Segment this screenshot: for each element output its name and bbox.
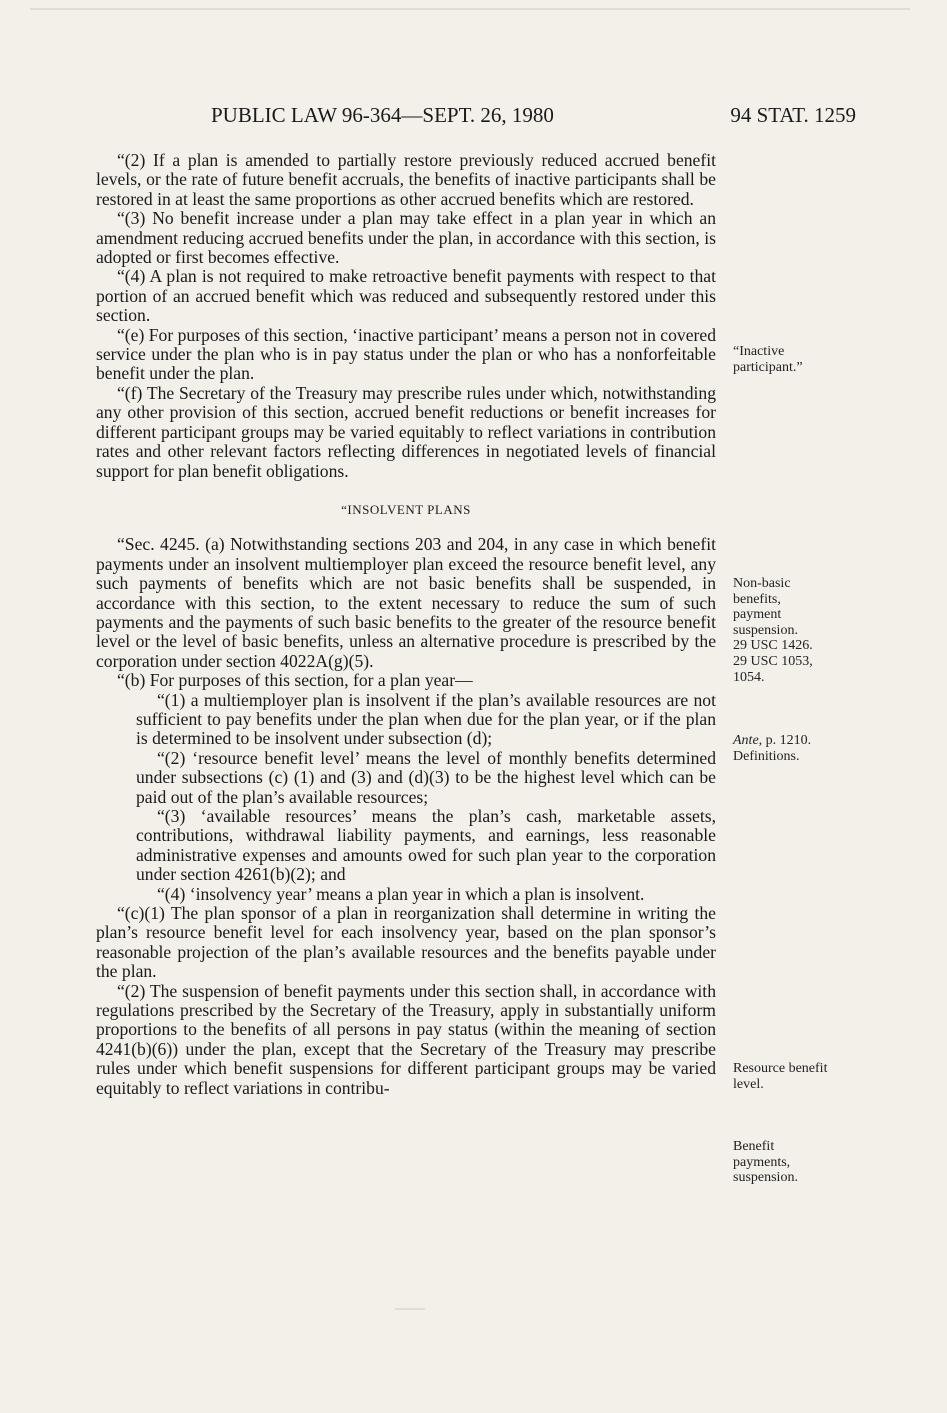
page-header [96, 103, 856, 133]
margin-note-line: 1054. [733, 669, 765, 685]
margin-note-inactive-participant [733, 344, 853, 375]
margin-note-line: participant.” [733, 359, 803, 375]
margin-note-ante-definitions [733, 733, 853, 764]
body-text [96, 151, 716, 1098]
ante-italic: Ante, [733, 733, 763, 748]
scan-edge-artifact [30, 8, 910, 10]
margin-note-line: level. [733, 1076, 764, 1092]
paragraph-b2: “(2) ‘resource benefit level’ means the level of monthly benefits determined under subsections (c) (1) and (3) and (d)(3) to be the highest level which can be paid out of the plan’s available resources; [136, 747, 716, 807]
paragraph-d2: “(2) If a plan is amended to partially restore previously reduced accrued benefit levels, or the rate of future benefit accruals, the benefits of inactive participants shall be restored in at least the same proportions as other accrued benefits which are restored. [96, 150, 716, 209]
margin-note-definitions: Definitions. [733, 748, 800, 764]
paragraph-b3: “(3) ‘available resources’ means the plan’s cash, marketable assets, contributions, withdrawal liability payments, and earnings, less reasonable administrative expenses and amounts owed for such plan year to the corporation under section 4261(b)(2); and [136, 806, 716, 885]
section-heading: “INSOLVENT PLANS [341, 501, 471, 517]
paragraph-b: “(b) For purposes of this section, for a plan year— [117, 670, 473, 691]
margin-note-line: payment [733, 607, 782, 623]
paragraph-c1: “(c)(1) The plan sponsor of a plan in reorganization shall determine in writing the plan’s resource benefit level for each insolvency year, based on the plan sponsor’s reasonable projection of the plan’s available resources and the benefits payable under the plan. [96, 903, 716, 982]
scan-smudge [395, 1308, 425, 1310]
margin-note-line: suspension. [733, 622, 798, 638]
paragraph-e: “(e) For purposes of this section, ‘inactive participant’ means a person not in covered service under the plan who is in pay status under the plan or who has a nonforfeitable benefit under the plan. [96, 324, 716, 384]
margin-note-line: benefits, [733, 591, 781, 607]
ante-page: p. 1210. [762, 733, 812, 748]
margin-note-line: 29 USC 1053, [733, 653, 813, 669]
paragraph-b4: “(4) ‘insolvency year’ means a plan year in which a plan is insolvent. [157, 883, 645, 904]
margin-note-line: payments, [733, 1154, 791, 1170]
margin-note-ante [733, 733, 853, 749]
margin-note-line: “Inactive [733, 344, 785, 359]
paragraph-d4: “(4) A plan is not required to make retroactive benefit payments with respect to that portion of an accrued benefit which was reduced and subsequently restored under this section. [96, 266, 716, 326]
paragraph-sec-4245-a: “Sec. 4245. (a) Notwithstanding sections 203 and 204, in any case in which benefit payments under an insolvent multiemployer plan exceed the resource benefit level, any such payments of benefits which are not basic benefits shall be suspended, in accordance with this section, to the extent necessary to reduce the sum of such payments and the payments of such basic benefits to the greater of the resource benefit level or the level of basic benefits, unless an alternative procedure is prescribed by the corporation under section 4022A(g)(5). [96, 534, 716, 671]
header-stat-citation: 94 STAT. 1259 [730, 103, 856, 127]
margin-note-resource-benefit-level [733, 1061, 853, 1092]
margin-note-nonbasic-benefits [733, 576, 853, 685]
margin-note-line: 29 USC 1426. [733, 638, 813, 654]
header-title: PUBLIC LAW 96-364—SEPT. 26, 1980 [211, 103, 554, 127]
margin-note-benefit-payments [733, 1139, 853, 1186]
paragraph-f: “(f) The Secretary of the Treasury may prescribe rules under which, notwithstanding any other provision of this section, accrued benefit reductions or benefit increases for different participant groups may be varied equitably to reflect variations in contribution rates and other relevant factors reflecting differences in negotiated levels of financial support for plan benefit obligations. [96, 382, 716, 481]
paragraph-d3: “(3) No benefit increase under a plan may take effect in a plan year in which an amendment reducing accrued benefits under the plan, in accordance with this section, is adopted or first becomes effective. [96, 208, 716, 268]
paragraph-b1: “(1) a multiemployer plan is insolvent if the plan’s available resources are not sufficient to pay benefits under the plan when due for the plan year, or if the plan is determined to be insolvent under subsection (d); [136, 689, 716, 749]
margin-note-line: Benefit [733, 1139, 775, 1154]
margin-note-line: suspension. [733, 1170, 798, 1186]
margin-note-line: Non-basic [733, 576, 791, 591]
margin-note-line: Resource benefit [733, 1061, 828, 1076]
paragraph-c2: “(2) The suspension of benefit payments under this section shall, in accordance with regulations prescribed by the Secretary of the Treasury, apply in substantially uniform proportions to the benefits of all persons in pay status (within the meaning of section 4241(b)(6)) under the plan, except that the Secretary of the Treasury may prescribe rules under which benefit suspensions for different participant groups may be varied equitably to reflect variations in contribu- [96, 980, 716, 1098]
